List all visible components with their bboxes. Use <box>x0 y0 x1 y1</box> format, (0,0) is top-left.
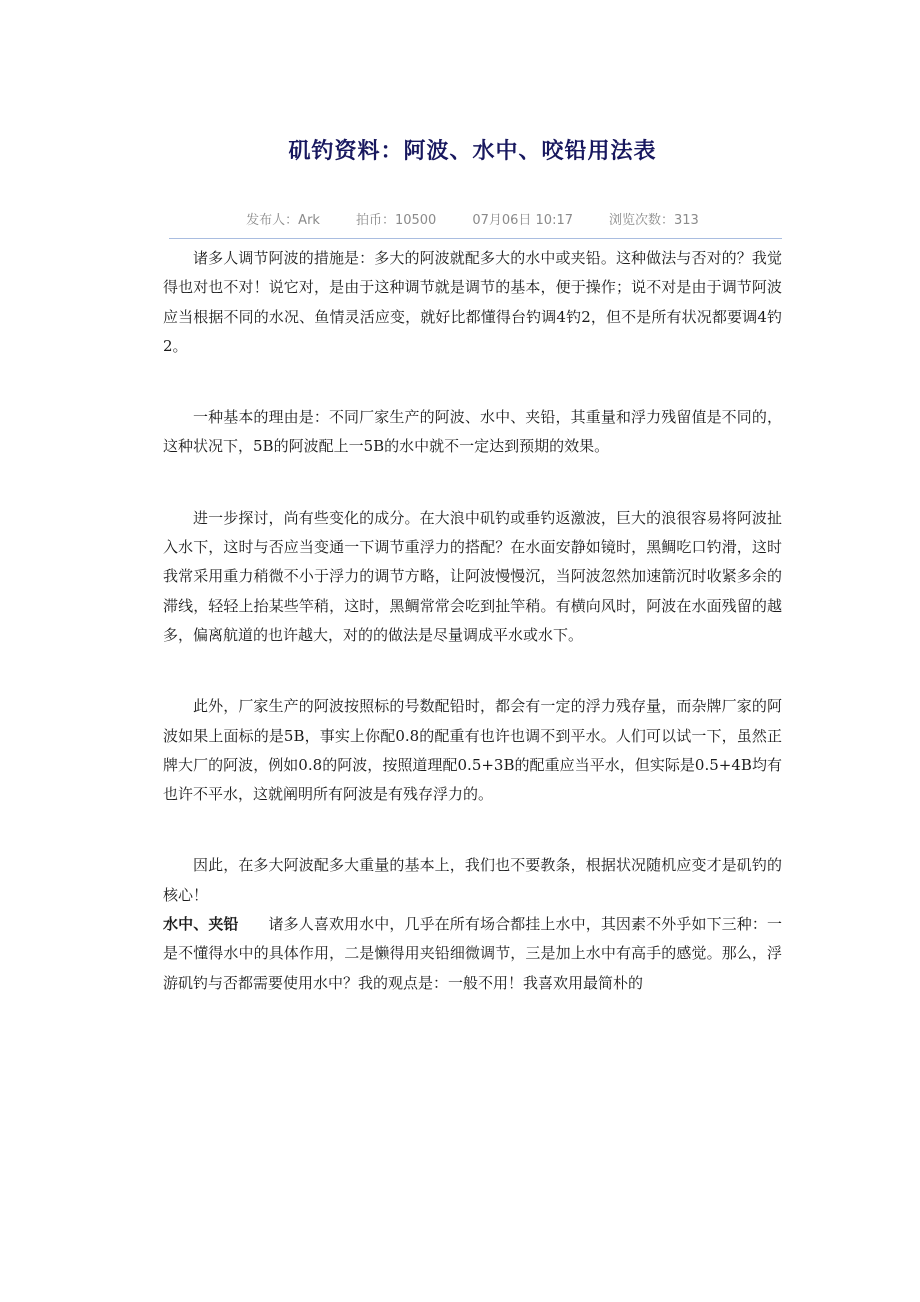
article-title: 矶钓资料：阿波、水中、咬铅用法表 <box>288 138 657 164</box>
views-label: 浏览次数：313 <box>609 213 699 228</box>
datetime-label: 07月06日 10:17 <box>472 213 573 228</box>
paragraph-1: 诸多人调节阿波的措施是：多大的阿波就配多大的水中或夹铅。这种做法与否对的？我觉得也对也不对！说它对，是由于这种调节就是调节的基本，便于操作；说不对是由于调节阿波应当根据不同的水况、鱼情灵活应变，就好比都懂得台钓调4钓2，但不是所有状况都要调4钓2。 <box>163 249 782 355</box>
section-heading: 水中、夹铅 <box>163 915 239 934</box>
paragraph-2: 一种基本的理由是：不同厂家生产的阿波、水中、夹铅，其重量和浮力残留值是不同的，这种状况下，5B的阿波配上一5B的水中就不一定达到预期的效果。 <box>163 408 782 456</box>
paragraph-4: 此外，厂家生产的阿波按照标的号数配铅时，都会有一定的浮力残存量，而杂牌厂家的阿波如果上面标的是5B，事实上你配0.8的配重有也许也调不到平水。人们可以试一下，虽然正牌大厂的阿波，例如0.8的阿波，按照道理配0.5+3B的配重应当平水，但实际是0.5+4B均有也许不平水，这就阐明所有阿波是有残存浮力的。 <box>163 697 782 804</box>
coins-label: 拍币：10500 <box>355 213 437 228</box>
section-water-lead <box>163 910 782 998</box>
section-text: 诸多人喜欢用水中，几乎在所有场合都挂上水中，其因素不外乎如下三种：一是不懂得水中的具体作用，二是懒得用夹铅细微调节，三是加上水中有高手的感觉。那么，浮游矶钓与否都需要使用水中？我的观点是：一般不用！我喜欢用最简朴的 <box>163 915 782 992</box>
paragraph-5: 因此，在多大阿波配多大重量的基本上，我们也不要教条，根据状况随机应变才是矶钓的核心！ <box>163 856 782 904</box>
title-divider <box>169 238 782 239</box>
article-body <box>163 244 782 998</box>
publisher-label: 发布人：Ark <box>246 213 320 228</box>
paragraph-3: 进一步探讨，尚有些变化的成分。在大浪中矶钓或垂钓返激波，巨大的浪很容易将阿波扯入水下，这时与否应当变通一下调节重浮力的搭配？在水面安静如镜时，黑鲷吃口钓滑，这时我常采用重力稍微不小于浮力的调节方略，让阿波慢慢沉，当阿波忽然加速箭沉时收紧多余的滞线，轻轻上抬某些竿稍，这时，黑鲷常常会吃到扯竿稍。有横向风时，阿波在水面残留的越多，偏离航道的也许越大，对的的做法是尽量调成平水或水下。 <box>163 508 782 644</box>
article-meta <box>163 209 782 228</box>
